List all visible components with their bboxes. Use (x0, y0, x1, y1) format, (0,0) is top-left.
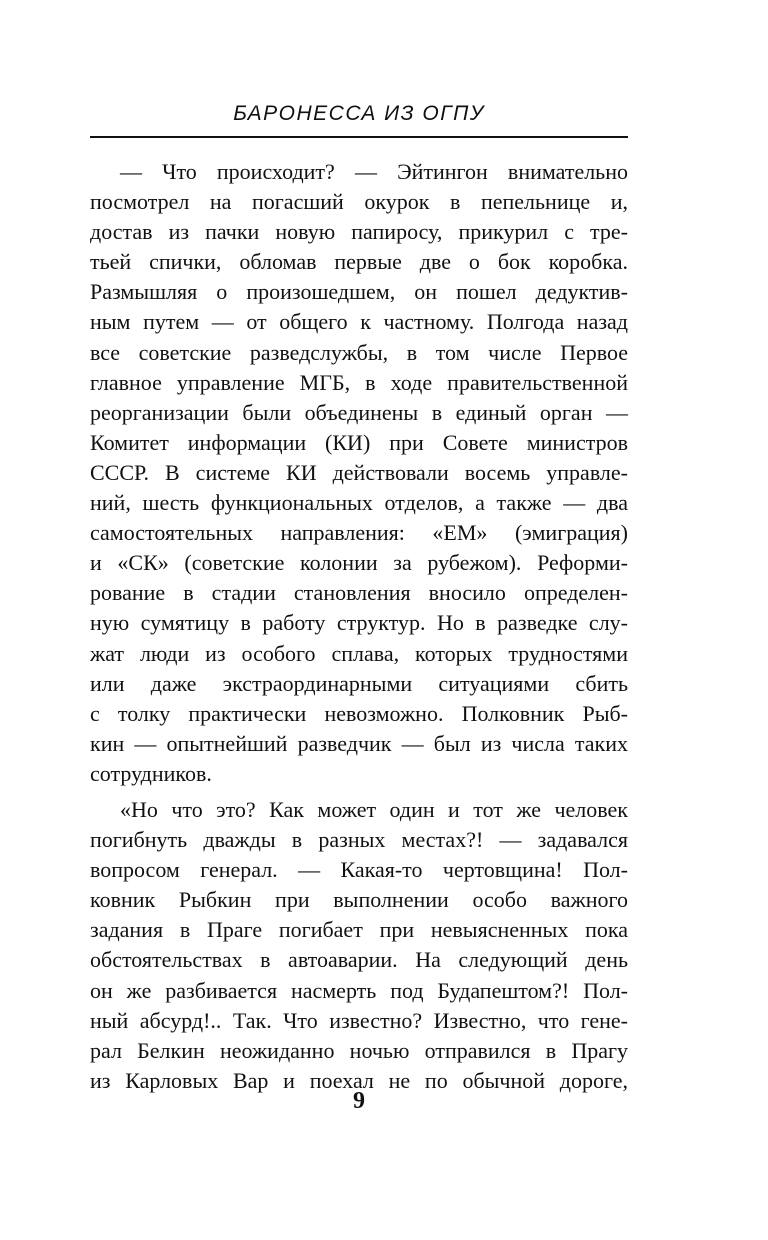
text-line: посмотрел на погасший окурок в пепельнице и, (90, 189, 628, 215)
text-line: рал Белкин неожиданно ночью отправился в Прагу (90, 1037, 628, 1063)
text-line: тьей спички, обломав первые две о бок коробка. (90, 249, 628, 275)
text-line: — Что происходит? — Эйтингон внимательно (120, 159, 628, 184)
text-line: задания в Праге погибает при невыясненных пока (90, 917, 628, 943)
body-text (90, 157, 628, 1096)
text-line: «Но что это? Как может один и тот же человек (120, 796, 628, 822)
text-line: обстоятельствах в автоаварии. На следующий день (90, 947, 628, 973)
text-line: с толку практически невозможно. Полковник Рыб- (90, 700, 628, 726)
text-line: Комитет информации (КИ) при Совете министров (90, 429, 628, 455)
text-line: или даже экстраординарными ситуациями сбить (90, 670, 628, 696)
text-line: ный абсурд!.. Так. Что известно? Известно, что гене- (90, 1007, 628, 1033)
text-line: жат люди из особого сплава, которых трудностями (90, 640, 628, 666)
text-line: Размышляя о произошедшем, он пошел дедуктив- (90, 279, 628, 305)
text-line: ний, шесть функциональных отделов, а также — два (90, 490, 628, 516)
text-line: кин — опытнейший разведчик — был из числа таких (90, 730, 628, 756)
text-line: и «СК» (советские колонии за рубежом). Реформи- (90, 550, 628, 576)
text-line: из Карловых Вар и поехал не по обычной дороге, (90, 1067, 628, 1093)
text-line: сотрудников. (90, 760, 212, 786)
header-rule (90, 136, 628, 138)
paragraph (90, 795, 628, 1096)
text-line: вопросом генерал. — Какая-то чертовщина! Пол- (90, 857, 628, 883)
paragraph (90, 157, 628, 789)
text-line: он же разбивается насмерть под Будапештом?! Пол- (90, 977, 628, 1003)
text-line: погибнуть дважды в разных местах?! — задавался (90, 827, 628, 853)
text-line: главное управление МГБ, в ходе правительственной (90, 369, 628, 395)
text-line: самостоятельных направления: «ЕМ» (эмиграция) (90, 520, 628, 546)
text-line: все советские разведслужбы, в том числе Первое (90, 339, 628, 365)
text-line: СССР. В системе КИ действовали восемь управле- (90, 459, 628, 485)
running-head: БАРОНЕССА ИЗ ОГПУ (233, 102, 485, 125)
text-line: ным путем — от общего к частному. Полгода назад (90, 309, 628, 335)
text-line: ную сумятицу в работу структур. Но в разведке слу- (90, 610, 628, 636)
text-line: ковник Рыбкин при выполнении особо важного (90, 887, 628, 913)
text-line: достав из пачки новую папиросу, прикурил с тре- (90, 219, 628, 245)
text-line: рование в стадии становления вносило определен- (90, 580, 628, 606)
text-line: реорганизации были объединены в единый орган — (90, 399, 628, 425)
page-number: 9 (353, 1088, 365, 1114)
